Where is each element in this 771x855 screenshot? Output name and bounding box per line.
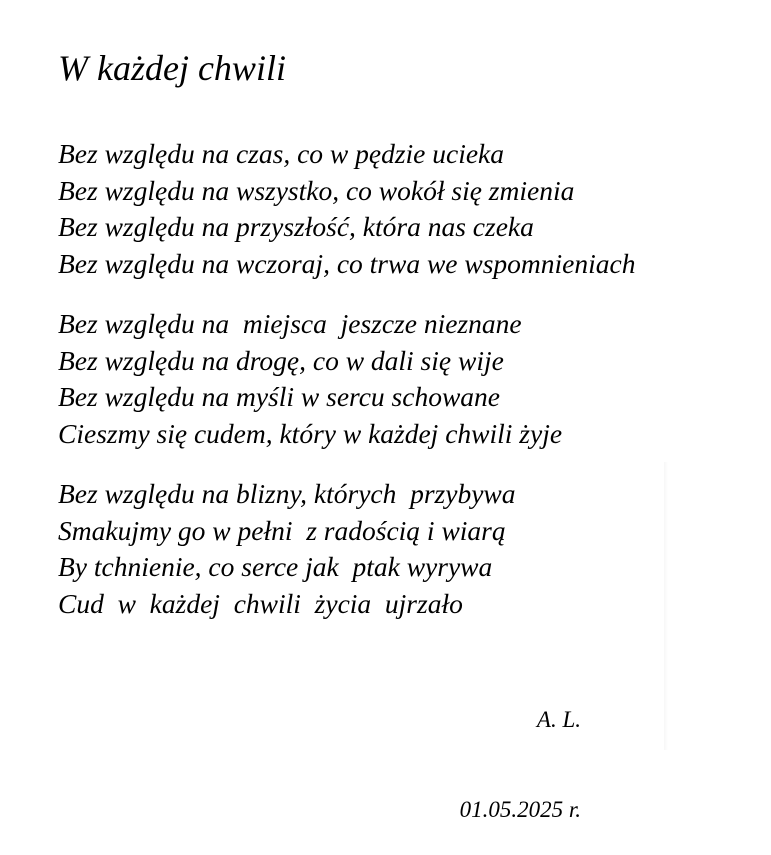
poem-line: Bez względu na wszystko, co wokół się zmienia: [58, 174, 575, 206]
poem-line: Bez względu na myśli w sercu schowane: [58, 381, 500, 412]
stanza-1: [58, 136, 635, 282]
poem-line: Smakujmy go w pełni z radością i wiarą: [58, 514, 506, 546]
poem-line: Cieszmy się cudem, który w każdej chwili żyje: [58, 417, 563, 449]
poem-date: 01.05.2025 r.: [459, 797, 581, 822]
poem-line: Bez względu na blizny, których przybywa: [58, 478, 516, 509]
poem-line: Bez względu na drogę, co w dali się wije: [58, 344, 504, 376]
poem-line: Bez względu na wczoraj, co trwa we wspomnieniach: [58, 247, 636, 279]
poem-line: Bez względu na miejsca jeszcze nieznane: [58, 308, 522, 339]
poem-line: Bez względu na przyszłość, która nas czeka: [58, 211, 534, 242]
signature-block: [460, 645, 581, 855]
poem-title: W każdej chwili: [58, 48, 286, 88]
page-edge-shadow: [664, 462, 668, 750]
poem-line: Cud w każdej chwili życia ujrzało: [58, 587, 463, 619]
stanza-2: [58, 306, 562, 452]
author-initials: A. L.: [536, 707, 581, 732]
poem-line: Bez względu na czas, co w pędzie ucieka: [58, 138, 505, 169]
stanza-3: [58, 476, 516, 622]
poem-line: By tchnienie, co serce jak ptak wyrywa: [58, 551, 493, 582]
